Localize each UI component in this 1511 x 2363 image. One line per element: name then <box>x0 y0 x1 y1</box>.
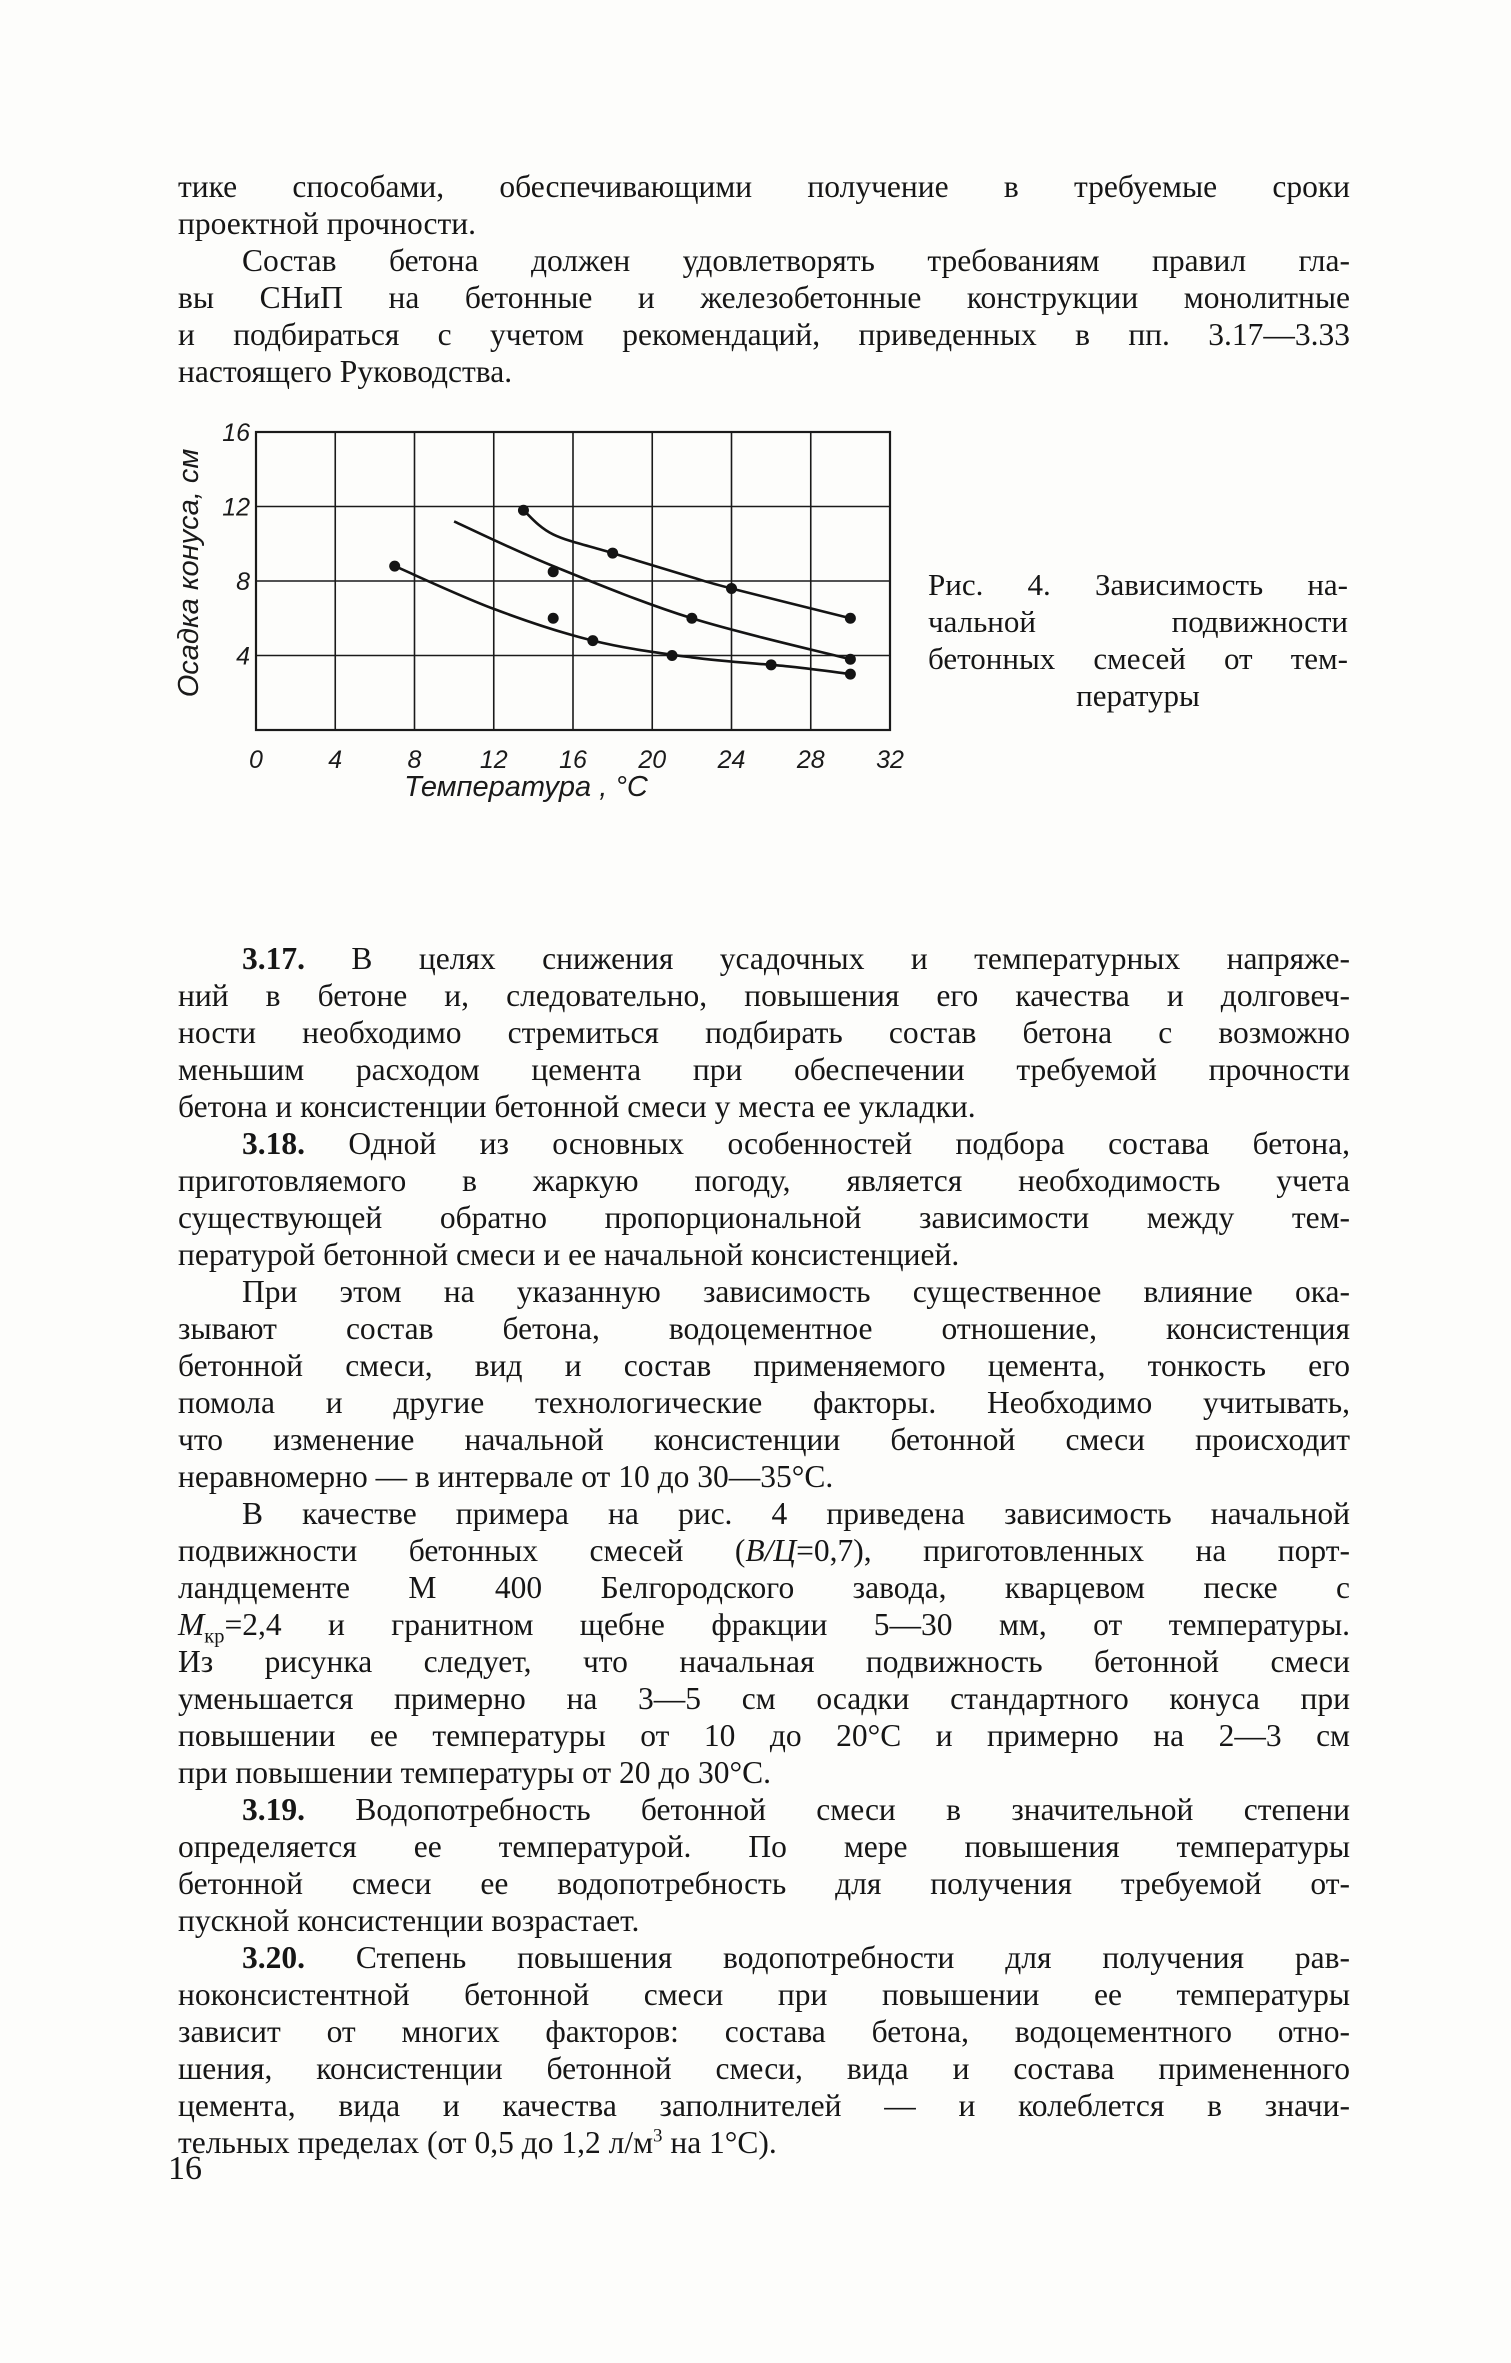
text-line: ности необходимо стремиться подбирать состав бетона с возможно <box>178 1015 1350 1050</box>
caption-line: пературы <box>1076 678 1200 713</box>
x-tick-label: 28 <box>796 746 825 774</box>
section-3-20 <box>178 1939 1350 2161</box>
text-line: бетонной смеси, вид и состав применяемого цемента, тонкость его <box>178 1348 1350 1383</box>
text-line: ландцементе М 400 Белгородского завода, кварцевом песке с <box>178 1570 1350 1605</box>
superscript: 3 <box>653 2125 663 2147</box>
intro-paragraph-2 <box>178 242 1350 390</box>
text-span: тельных пределах (от 0,5 до 1,2 л/м <box>178 2125 654 2160</box>
text-line: при повышении температуры от 20 до 30°С. <box>178 1755 771 1790</box>
caption-line: чальной подвижности <box>928 604 1348 639</box>
x-tick-label: 16 <box>559 746 587 774</box>
text-line <box>178 940 1350 977</box>
text-line: пускной консистенции возрастает. <box>178 1903 640 1938</box>
data-point <box>845 654 856 665</box>
text-line: В качестве примера на рис. 4 приведена зависимость начальной <box>242 1496 1350 1531</box>
y-tick-label: 12 <box>222 493 250 522</box>
text-line: и подбираться с учетом рекомендаций, приведенных в пп. 3.17—3.33 <box>178 317 1350 352</box>
text-line: существующей обратно пропорциональной зависимости между тем- <box>178 1200 1350 1235</box>
text-line: цемента, вида и качества заполнителей — и колеблется в значи- <box>178 2088 1350 2123</box>
text-line: зависит от многих факторов: состава бетона, водоцементного отно- <box>178 2014 1350 2049</box>
data-point <box>726 583 737 594</box>
chart-series <box>395 510 851 674</box>
text-line: зывают состав бетона, водоцементное отношение, консистенция <box>178 1311 1350 1346</box>
formula-modulus: М <box>178 1607 205 1642</box>
text-span: =0,7), приготовленных на порт- <box>796 1533 1350 1568</box>
section-3-19 <box>178 1791 1350 1939</box>
text-line: меньшим расходом цемента при обеспечении требуемой прочности <box>178 1052 1350 1087</box>
x-tick-label: 32 <box>876 746 904 774</box>
text-line: настоящего Руководства. <box>178 354 513 389</box>
text-line: шения, консистенции бетонной смеси, вида и состава примененного <box>178 2051 1350 2086</box>
chart-y-axis-label: Осадка конуса, см <box>176 448 205 698</box>
x-tick-label: 0 <box>249 746 263 774</box>
data-point <box>845 669 856 680</box>
text-span: Степень повышения водопотребности для получения рав- <box>305 1940 1350 1975</box>
x-tick-label: 4 <box>328 746 343 774</box>
text-line: При этом на указанную зависимость существенное влияние ока- <box>242 1274 1350 1309</box>
chart-x-axis-label: Температура , °С <box>404 771 648 803</box>
text-line: бетона и консистенции бетонной смеси у места ее укладки. <box>178 1089 976 1124</box>
section-number: 3.18. <box>242 1126 305 1161</box>
y-tick-label: 4 <box>236 642 250 671</box>
text-span: =2,4 и гранитном щебне фракции 5—30 мм, от температуры. <box>224 1607 1350 1642</box>
data-point <box>389 561 400 572</box>
chart-grid <box>256 432 890 730</box>
text-line: Состав бетона должен удовлетворять требованиям правил гла- <box>242 243 1350 278</box>
section-3-18 <box>178 1125 1350 1273</box>
text-line: повышении ее температуры от 10 до 20°С и примерно на 2—3 см <box>178 1718 1350 1753</box>
data-point <box>607 548 618 559</box>
figure-caption <box>928 566 1348 714</box>
caption-line: Рис. 4. Зависимость на- <box>928 567 1348 602</box>
text-line: неравномерно — в интервале от 10 до 30—35°С. <box>178 1459 834 1494</box>
series-line-lower <box>395 566 851 674</box>
data-point <box>845 613 856 624</box>
text-line: проектной прочности. <box>178 206 476 241</box>
caption-line: бетонных смесей от тем- <box>928 641 1348 676</box>
data-point <box>587 635 598 646</box>
chart <box>176 418 916 818</box>
text-line <box>178 1532 1350 1569</box>
x-tick-label: 12 <box>479 746 508 774</box>
figure-4 <box>176 418 916 818</box>
text-line: бетонной смеси ее водопотребность для получения требуемой от- <box>178 1866 1350 1901</box>
data-point <box>548 566 559 577</box>
text-line <box>178 1125 1350 1162</box>
x-tick-label: 20 <box>638 746 667 774</box>
text-line: помола и другие технологические факторы. Необходимо учитывать, <box>178 1385 1350 1420</box>
data-point <box>766 659 777 670</box>
data-point <box>518 505 529 516</box>
text-line: тике способами, обеспечивающими получение в требуемые сроки <box>178 169 1350 204</box>
text-line: что изменение начальной консистенции бетонной смеси происходит <box>178 1422 1350 1457</box>
section-number: 3.17. <box>242 941 305 976</box>
text-line: ноконсистентной бетонной смеси при повышении ее температуры <box>178 1977 1350 2012</box>
text-line: уменьшается примерно на 3—5 см осадки стандартного конуса при <box>178 1681 1350 1716</box>
data-point <box>686 613 697 624</box>
text-span: Одной из основных особенностей подбора состава бетона, <box>305 1126 1350 1161</box>
text-line <box>178 1606 1350 1648</box>
text-line: вы СНиП на бетонные и железобетонные конструкции монолитные <box>178 280 1350 315</box>
text-line <box>178 1791 1350 1828</box>
section-3-17 <box>178 940 1350 1125</box>
chart-markers <box>389 505 856 680</box>
paragraph-example <box>178 1495 1350 1791</box>
x-tick-label: 24 <box>717 746 746 774</box>
chart-y-ticks <box>222 419 250 671</box>
text-span: подвижности бетонных смесей ( <box>178 1533 746 1568</box>
text-line <box>178 1939 1350 1976</box>
section-number: 3.20. <box>242 1940 305 1975</box>
y-tick-label: 16 <box>222 419 250 447</box>
intro-paragraph-1 <box>178 168 1350 242</box>
text-line: ний в бетоне и, следовательно, повышения его качества и долговеч- <box>178 978 1350 1013</box>
paragraph-pri-etom <box>178 1273 1350 1495</box>
data-point <box>548 613 559 624</box>
text-span: на 1°С). <box>662 2125 777 2160</box>
section-number: 3.19. <box>242 1792 305 1827</box>
formula-subscript: кр <box>204 1625 225 1648</box>
text-span: Водопотребность бетонной смеси в значительной степени <box>305 1792 1350 1827</box>
text-line <box>178 2124 1350 2161</box>
y-tick-label: 8 <box>236 568 250 596</box>
x-tick-label: 8 <box>407 746 422 774</box>
text-line: определяется ее температурой. По мере повышения температуры <box>178 1829 1350 1864</box>
text-line: приготовляемого в жаркую погоду, является необходимость учета <box>178 1163 1350 1198</box>
page-number: 16 <box>168 2150 202 2187</box>
data-point <box>667 650 678 661</box>
chart-x-ticks <box>249 746 904 774</box>
text-span: В целях снижения усадочных и температурных напряже- <box>305 941 1350 976</box>
formula-wc-ratio: В/Ц <box>745 1533 797 1568</box>
text-line: пературой бетонной смеси и ее начальной консистенцией. <box>178 1237 960 1272</box>
text-line: Из рисунка следует, что начальная подвижность бетонной смеси <box>178 1644 1350 1679</box>
